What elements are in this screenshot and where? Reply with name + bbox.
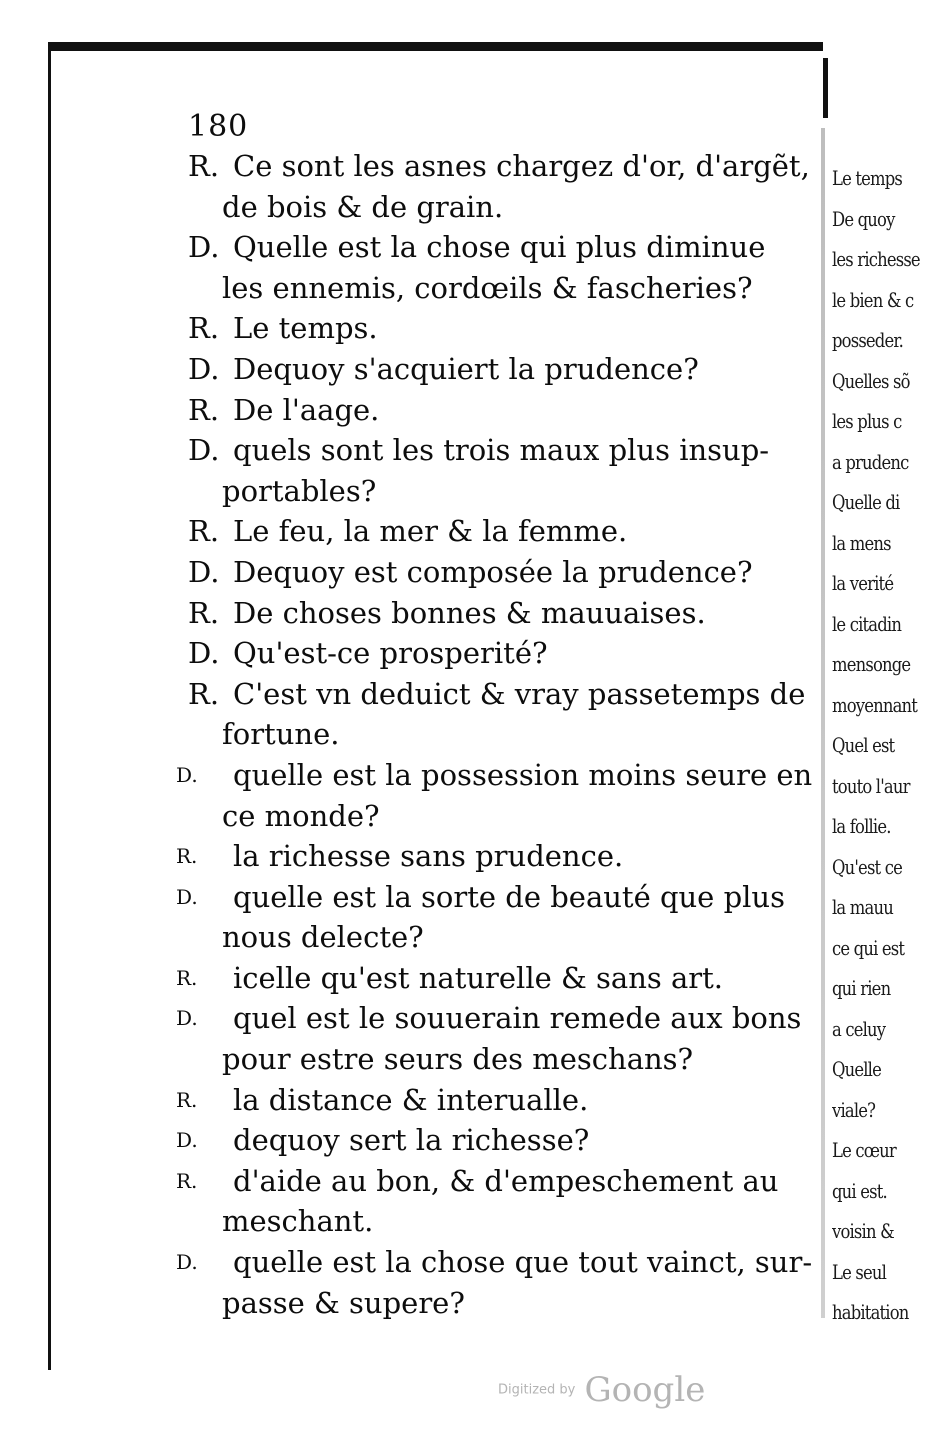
dialogue-line xyxy=(160,511,800,552)
line-text: dequoy sert la richesse? xyxy=(233,1123,590,1158)
facing-page-fragment: Quelle di xyxy=(832,490,900,514)
speaker-mark: D. xyxy=(176,1006,198,1031)
line-text: passe & supere? xyxy=(222,1285,465,1320)
facing-page-fragment: Quelle xyxy=(832,1057,881,1081)
dialogue-line xyxy=(160,714,800,755)
speaker-mark: R. xyxy=(188,595,220,630)
line-text: d'aide au bon, & d'empeschement au xyxy=(233,1163,779,1198)
facing-page-fragment: mensonge xyxy=(832,652,911,676)
dialogue-line xyxy=(160,1080,800,1121)
gutter-shadow xyxy=(821,128,825,1318)
line-text: Dequoy s'acquiert la prudence? xyxy=(233,351,699,386)
line-text: quelle est la possession moins seure en xyxy=(233,757,813,792)
line-text: pour estre seurs des meschans? xyxy=(222,1042,694,1077)
dialogue-line xyxy=(160,958,800,999)
speaker-mark: R. xyxy=(176,1087,198,1112)
speaker-mark: D. xyxy=(176,1250,198,1275)
dialogue-line xyxy=(160,349,800,390)
dialogue-line xyxy=(160,187,800,228)
line-text: quelle est la sorte de beauté que plus xyxy=(233,879,785,914)
facing-page-fragment: moyennant xyxy=(832,692,918,717)
facing-page-fragment: le bien & c xyxy=(832,287,914,312)
speaker-mark: R. xyxy=(176,965,198,990)
line-text: Le temps. xyxy=(233,311,378,346)
facing-page-fragment: Le temps xyxy=(832,166,903,190)
watermark-prefix: Digitized by xyxy=(498,1382,576,1398)
speaker-mark: R. xyxy=(188,392,220,427)
dialogue-line xyxy=(160,1120,800,1161)
facing-page-fragment: la mauu xyxy=(832,895,893,919)
facing-page-fragment: touto l'aur xyxy=(832,773,910,798)
line-text: Le feu, la mer & la femme. xyxy=(233,514,628,549)
facing-page-fragment: la verité xyxy=(832,571,894,595)
dialogue-line xyxy=(160,227,800,268)
dialogue-line xyxy=(160,877,800,918)
facing-page-fragment: De quoy xyxy=(832,206,895,231)
watermark-brand: Google xyxy=(584,1370,706,1410)
facing-page-fragment: a prudenc xyxy=(832,449,909,474)
dialogue-line xyxy=(160,1161,800,1202)
facing-page-fragment: les richesse xyxy=(832,247,920,271)
page-number: 180 xyxy=(188,109,249,144)
line-text: les ennemis, cordœils & fascheries? xyxy=(222,270,753,305)
dialogue-line xyxy=(160,146,810,187)
speaker-mark: R. xyxy=(188,514,220,549)
line-text: icelle qu'est naturelle & sans art. xyxy=(233,960,723,995)
line-text: De choses bonnes & mauuaises. xyxy=(233,595,706,630)
dialogue-line xyxy=(160,390,800,431)
dialogue-line xyxy=(160,308,800,349)
line-text: fortune. xyxy=(222,717,340,752)
speaker-mark: D. xyxy=(176,762,198,787)
facing-page-fragment: les plus c xyxy=(832,409,902,433)
speaker-mark: R. xyxy=(176,844,198,869)
facing-page-fragment: posseder. xyxy=(832,328,903,352)
dialogue-line xyxy=(160,836,800,877)
facing-page-fragment: habitation xyxy=(832,1300,909,1324)
line-text: la distance & interualle. xyxy=(233,1082,589,1117)
line-text: la richesse sans prudence. xyxy=(233,839,624,874)
dialogue-line xyxy=(160,633,800,674)
dialogue-line xyxy=(160,593,800,634)
speaker-mark: D. xyxy=(188,433,220,468)
dialogue-line xyxy=(160,1201,800,1242)
digitized-watermark xyxy=(498,1370,705,1410)
facing-page-fragment: Le seul xyxy=(832,1259,887,1284)
line-text: quel est le souuerain remede aux bons xyxy=(233,1001,802,1036)
dialogue-line xyxy=(160,430,800,471)
top-border-rule xyxy=(48,42,823,51)
line-text: nous delecte? xyxy=(222,920,424,955)
speaker-mark: D. xyxy=(188,351,220,386)
line-text: Ce sont les asnes chargez d'or, d'argẽt, xyxy=(233,149,810,183)
dialogue-line xyxy=(160,674,806,715)
line-text: C'est vn deduict & vray passetemps de xyxy=(233,676,806,711)
speaker-mark: R. xyxy=(176,1168,198,1193)
line-text: De l'aage. xyxy=(233,392,380,427)
facing-page-fragment: la mens xyxy=(832,530,891,555)
dialogue-line xyxy=(160,268,800,309)
dialogue-line xyxy=(160,1283,800,1324)
line-text: de bois & de grain. xyxy=(222,189,504,224)
facing-page-fragment: voisin & xyxy=(832,1219,894,1243)
speaker-mark: R. xyxy=(188,676,220,711)
dialogue-line xyxy=(160,755,813,796)
speaker-mark: R. xyxy=(188,311,220,346)
facing-page-fragment: ce qui est xyxy=(832,935,905,960)
speaker-mark: R. xyxy=(188,149,220,183)
line-text: quels sont les trois maux plus insup- xyxy=(233,433,770,468)
speaker-mark: D. xyxy=(176,884,198,909)
dialogue-line xyxy=(160,796,800,837)
speaker-mark: D. xyxy=(188,636,220,671)
facing-page-fragment: Le cœur xyxy=(832,1138,896,1162)
facing-page-fragment: Quel est xyxy=(832,733,895,757)
facing-page-fragment: Qu'est ce xyxy=(832,854,902,879)
dialogue-line xyxy=(160,1039,800,1080)
line-text: Quelle est la chose qui plus diminue xyxy=(233,230,766,265)
dialogue-line xyxy=(160,998,800,1039)
facing-page-fragment: qui est. xyxy=(832,1178,887,1203)
facing-page-fragment: viale? xyxy=(832,1097,876,1122)
facing-page-fragment: qui rien xyxy=(832,976,891,1000)
speaker-mark: D. xyxy=(188,230,220,265)
facing-page-fragment: la follie. xyxy=(832,814,891,838)
line-text: portables? xyxy=(222,473,377,508)
dialogue-line xyxy=(160,471,800,512)
facing-page-fragment: le citadin xyxy=(832,611,902,636)
facing-page-fragment: Quelles sõ xyxy=(832,368,910,393)
line-text: quelle est la chose que tout vainct, sur- xyxy=(233,1245,813,1280)
right-border-mark xyxy=(823,58,828,118)
left-border-line xyxy=(48,48,51,1370)
facing-page-fragment: a celuy xyxy=(832,1016,886,1041)
line-text: Qu'est-ce prosperité? xyxy=(233,636,548,671)
dialogue-line xyxy=(160,1242,813,1283)
dialogue-line xyxy=(160,552,800,593)
line-text: Dequoy est composée la prudence? xyxy=(233,554,753,589)
facing-page-margin xyxy=(832,158,942,1333)
dialogue-line xyxy=(160,917,800,958)
line-text: meschant. xyxy=(222,1204,374,1239)
line-text: ce monde? xyxy=(222,798,380,833)
speaker-mark: D. xyxy=(188,554,220,589)
speaker-mark: D. xyxy=(176,1128,198,1153)
dialogue-text-block xyxy=(160,146,813,1323)
